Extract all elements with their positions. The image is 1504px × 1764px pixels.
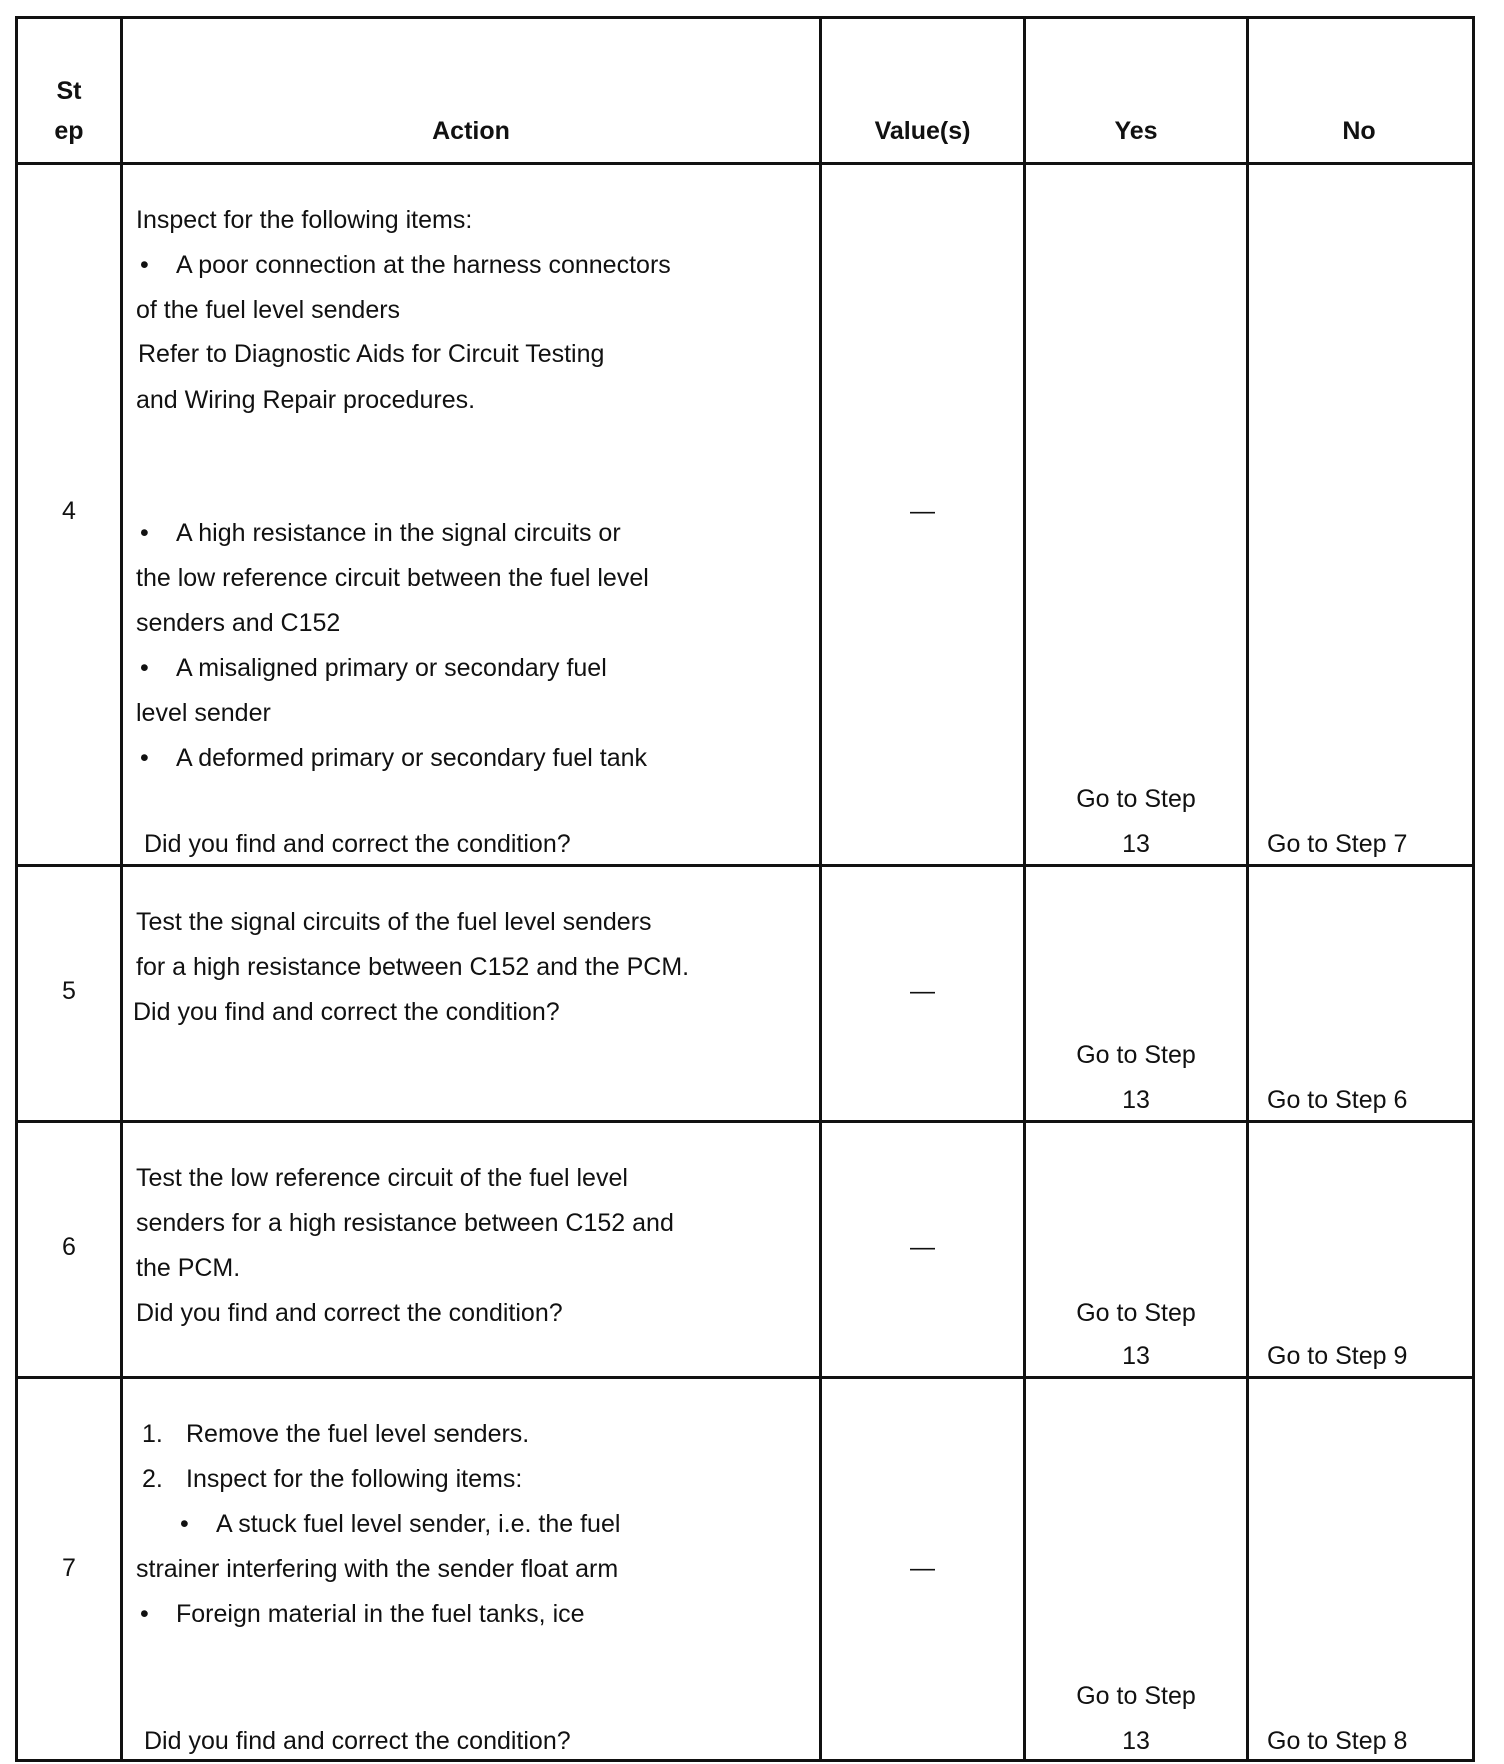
- bullet-icon: •: [180, 1510, 189, 1538]
- yes-cell-line2: 13: [1122, 830, 1150, 858]
- step-number: 6: [62, 1233, 76, 1261]
- header-no: No: [1342, 117, 1376, 145]
- step-number: 7: [62, 1554, 76, 1582]
- action-line: Refer to Diagnostic Aids for Circuit Testing: [138, 340, 605, 368]
- header-yes: Yes: [1114, 117, 1158, 145]
- action-numbered-item: 1. Remove the fuel level senders.: [138, 1412, 529, 1457]
- bullet-icon: •: [140, 1600, 149, 1628]
- value-cell: —: [910, 1554, 935, 1582]
- row-divider-5-6: [18, 1120, 1472, 1123]
- action-bullet-item: • A high resistance in the signal circuits or: [136, 511, 621, 556]
- yes-cell-line2: 13: [1122, 1342, 1150, 1370]
- action-line: the PCM.: [136, 1254, 241, 1282]
- yes-cell-line1: Go to Step: [1076, 1299, 1196, 1327]
- bullet-icon: •: [140, 744, 149, 772]
- column-divider-action: [819, 19, 822, 1759]
- action-numbered-item: 2. Inspect for the following items:: [138, 1457, 522, 1502]
- action-question: Did you find and correct the condition?: [133, 998, 560, 1026]
- header-step-line1: St: [56, 77, 82, 105]
- item-number: 1.: [142, 1420, 163, 1448]
- action-line: senders and C152: [136, 609, 341, 637]
- action-question: Did you find and correct the condition?: [144, 830, 571, 858]
- action-line: strainer interfering with the sender float arm: [136, 1555, 619, 1583]
- no-cell: Go to Step 9: [1267, 1342, 1408, 1370]
- action-bullet-item: • Foreign material in the fuel tanks, ice: [136, 1592, 585, 1637]
- action-line: level sender: [136, 699, 271, 727]
- action-line: for a high resistance between C152 and the PCM.: [136, 953, 690, 981]
- column-divider-yes: [1246, 19, 1249, 1759]
- no-cell: Go to Step 8: [1267, 1727, 1408, 1755]
- header-step-line2: ep: [54, 117, 84, 145]
- bullet-icon: •: [140, 654, 149, 682]
- value-cell: —: [910, 497, 935, 525]
- header-action: Action: [432, 117, 510, 145]
- action-line: Test the signal circuits of the fuel level senders: [136, 908, 652, 936]
- action-question: Did you find and correct the condition?: [144, 1727, 571, 1755]
- item-number: 2.: [142, 1465, 163, 1493]
- value-cell: —: [910, 1233, 935, 1261]
- column-divider-values: [1023, 19, 1026, 1759]
- row-divider-6-7: [18, 1376, 1472, 1379]
- yes-cell-line2: 13: [1122, 1086, 1150, 1114]
- value-cell: —: [910, 977, 935, 1005]
- no-cell: Go to Step 7: [1267, 830, 1408, 858]
- bullet-icon: •: [140, 251, 149, 279]
- action-line: the low reference circuit between the fuel level: [136, 564, 649, 592]
- action-line: Test the low reference circuit of the fuel level: [136, 1164, 628, 1192]
- action-bullet-item: • A stuck fuel level sender, i.e. the fuel: [176, 1502, 620, 1547]
- diagnostic-table: [15, 16, 1475, 1762]
- step-number: 5: [62, 977, 76, 1005]
- action-question: Did you find and correct the condition?: [136, 1299, 563, 1327]
- header-divider: [18, 162, 1472, 165]
- no-cell: Go to Step 6: [1267, 1086, 1408, 1114]
- action-line: of the fuel level senders: [136, 296, 401, 324]
- action-line: senders for a high resistance between C152 and: [136, 1209, 674, 1237]
- bullet-icon: •: [140, 519, 149, 547]
- action-line: and Wiring Repair procedures.: [136, 386, 476, 414]
- yes-cell-line1: Go to Step: [1076, 785, 1196, 813]
- action-line: Inspect for the following items:: [136, 206, 473, 234]
- yes-cell-line2: 13: [1122, 1727, 1150, 1755]
- yes-cell-line1: Go to Step: [1076, 1682, 1196, 1710]
- action-bullet-item: • A poor connection at the harness connectors: [136, 243, 671, 288]
- header-values: Value(s): [874, 117, 971, 145]
- action-bullet-item: • A misaligned primary or secondary fuel: [136, 646, 607, 691]
- yes-cell-line1: Go to Step: [1076, 1041, 1196, 1069]
- action-bullet-item: • A deformed primary or secondary fuel tank: [136, 736, 647, 781]
- step-number: 4: [62, 497, 76, 525]
- column-divider-step: [120, 19, 123, 1759]
